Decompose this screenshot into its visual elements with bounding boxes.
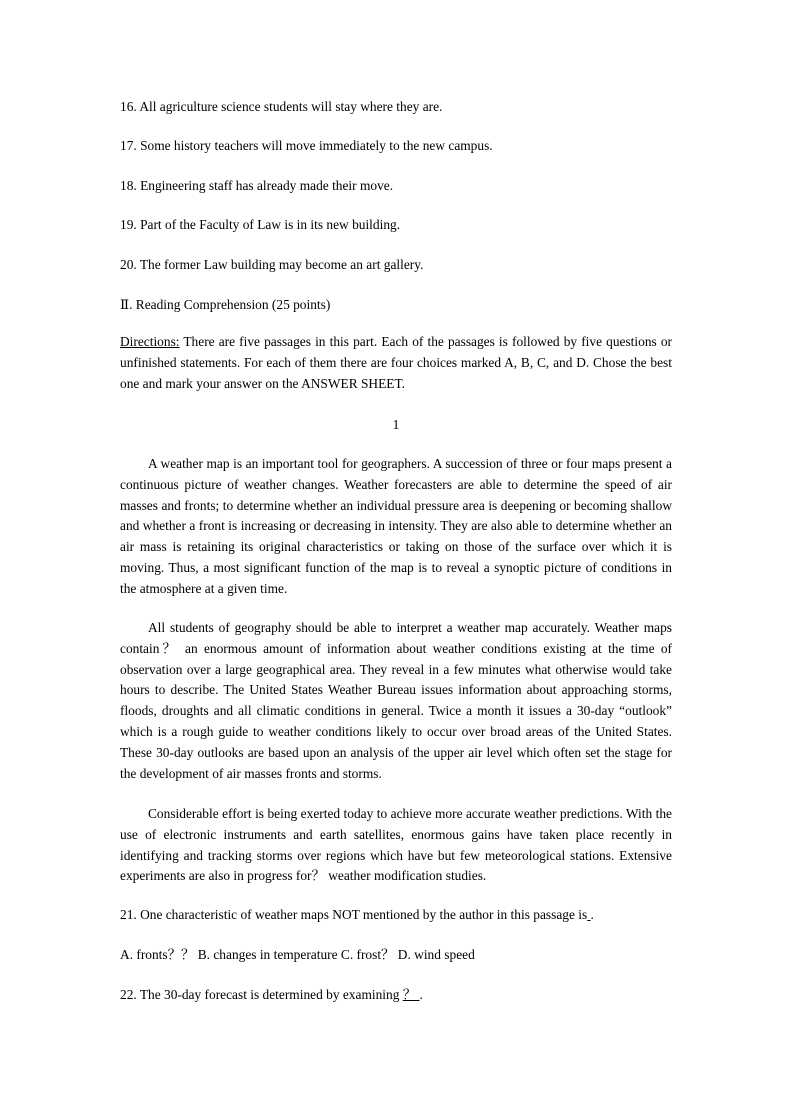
question-22 <box>120 986 423 1004</box>
passage-paragraph-1: A weather map is an important tool for geographers. A succession of three or four maps present a continuous picture of weather changes. Weather forecasters are able to determine the speed of air masses and fronts; to determine whether an individual pressure area is deepening or becoming shallow and whether a front is increasing or decreasing in intensity. They are also able to determine whether an air mass is retaining its original characteristics or taking on those of the surface over which it is moving. Thus, a most significant function of the map is to reveal a synoptic picture of conditions in the atmosphere at a given time. <box>120 456 672 596</box>
passage-number: 1 <box>392 417 400 432</box>
question-21-stem: 21. One characteristic of weather maps NOT mentioned by the author in this passage is <box>120 907 588 922</box>
directions-label: Directions: <box>120 334 180 349</box>
section-heading: Ⅱ. Reading Comprehension (25 points) <box>120 297 331 312</box>
passage-paragraph-2: All students of geography should be able to interpret a weather map accurately. Weather maps contain？ an enormous amount of information about weather conditions existing at the time of observation over a large geographical area. They reveal in a few minutes what otherwise would take hours to describe. The United States Weather Bureau issues information about approaching storms, floods, droughts and all climatic conditions in general. Twice a month it issues a 30-day “outlook” which is a rough guide to weather conditions likely to occur over broad areas of the United States. These 30-day outlooks are based upon an analysis of the upper air level which often set the stage for the development of air masses fronts and storms. <box>120 620 672 781</box>
question-21 <box>120 906 594 924</box>
question-22-stem: 22. The 30-day forecast is determined by examining <box>120 987 403 1002</box>
statement-16: 16. All agriculture science students will stay where they are. <box>120 99 443 114</box>
statement-19: 19. Part of the Faculty of Law is in its new building. <box>120 217 401 232</box>
directions-text: There are five passages in this part. Each of the passages is followed by five questions or unfinished statements. For each of them there are four choices marked A, B, C, and D. Chose the best one and mark your answer on the ANSWER SHEET. <box>120 334 672 391</box>
question-22-blank: ？ <box>402 987 420 1002</box>
question-22-end: . <box>419 987 423 1002</box>
statement-18: 18. Engineering staff has already made their move. <box>120 178 394 193</box>
statement-20: 20. The former Law building may become an art gallery. <box>120 257 424 272</box>
question-21-end: . <box>590 907 594 922</box>
passage-paragraph-3: Considerable effort is being exerted today to achieve more accurate weather predictions. With the use of electronic instruments and earth satellites, enormous gains have taken place recently in identifying and tracking storms over regions which have but few meteorological stations. Extensive experiments are also in progress for？ weather modification studies. <box>120 806 672 884</box>
question-21-options: A. fronts？？ B. changes in temperature C. frost？ D. wind speed <box>120 947 475 962</box>
directions <box>120 332 672 394</box>
statement-17: 17. Some history teachers will move immediately to the new campus. <box>120 138 493 153</box>
